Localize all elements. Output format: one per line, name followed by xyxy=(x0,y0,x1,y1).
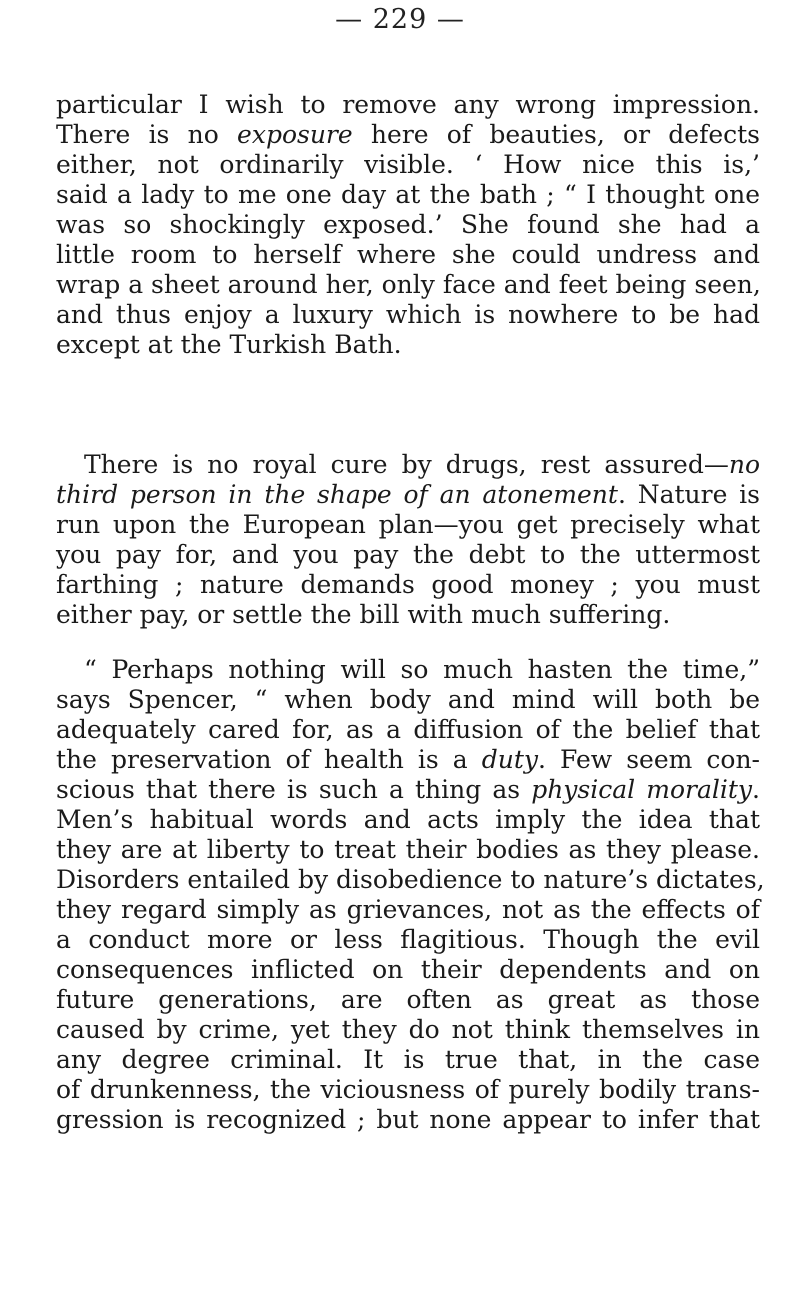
text-line: farthing ; nature demands good money ; you must xyxy=(56,570,760,599)
page-number: — 229 — xyxy=(335,4,465,35)
text-line: gression is recognized ; but none appear to infer that xyxy=(56,1105,760,1134)
text-line: caused by crime, yet they do not think themselves in xyxy=(56,1015,760,1044)
text-line: “ Perhaps nothing will so much hasten the time,” xyxy=(84,655,760,684)
text-line: little room to herself where she could undress and xyxy=(56,240,760,269)
text-line: either, not ordinarily visible. ‘ How nice this is,’ xyxy=(56,150,760,179)
text-line: There is no exposure here of beauties, or defects xyxy=(56,120,760,149)
text-line: There is no royal cure by drugs, rest assured—no xyxy=(84,450,760,479)
text-line: was so shockingly exposed.’ She found she had a xyxy=(56,210,760,239)
text-line: run upon the European plan—you get precisely what xyxy=(56,510,760,539)
text-line: wrap a sheet around her, only face and feet being seen, xyxy=(56,270,761,299)
text-line: either pay, or settle the bill with much suffering. xyxy=(56,600,671,629)
text-line: they are at liberty to treat their bodies as they please. xyxy=(56,835,760,864)
text-line: they regard simply as grievances, not as the effects of xyxy=(56,895,760,924)
text-line: Men’s habitual words and acts imply the idea that xyxy=(56,805,760,834)
text-line: future generations, are often as great as those xyxy=(56,985,760,1014)
text-line: you pay for, and you pay the debt to the uttermost xyxy=(56,540,760,569)
paragraph-3 xyxy=(56,655,765,1135)
paragraph-1 xyxy=(56,90,760,360)
text-line: third person in the shape of an atonement. Nature is xyxy=(56,480,760,509)
paragraph-2 xyxy=(56,450,760,630)
text-line: scious that there is such a thing as physical morality. xyxy=(56,775,760,804)
text-line: except at the Turkish Bath. xyxy=(56,330,402,359)
text-line: consequences inflicted on their dependents and on xyxy=(56,955,760,984)
text-line: says Spencer, “ when body and mind will both be xyxy=(56,685,760,714)
text-line: any degree criminal. It is true that, in the case xyxy=(56,1045,760,1074)
text-line: particular I wish to remove any wrong impression. xyxy=(56,90,760,119)
text-line: and thus enjoy a luxury which is nowhere to be had xyxy=(56,300,760,329)
text-line: the preservation of health is a duty. Few seem con- xyxy=(56,745,760,774)
text-line: of drunkenness, the viciousness of purely bodily trans- xyxy=(56,1075,760,1104)
text-line: said a lady to me one day at the bath ; “ I thought one xyxy=(56,180,760,209)
text-line: Disorders entailed by disobedience to nature’s dictates, xyxy=(56,865,765,894)
text-line: a conduct more or less flagitious. Though the evil xyxy=(56,925,760,954)
text-line: adequately cared for, as a diffusion of the belief that xyxy=(56,715,760,744)
